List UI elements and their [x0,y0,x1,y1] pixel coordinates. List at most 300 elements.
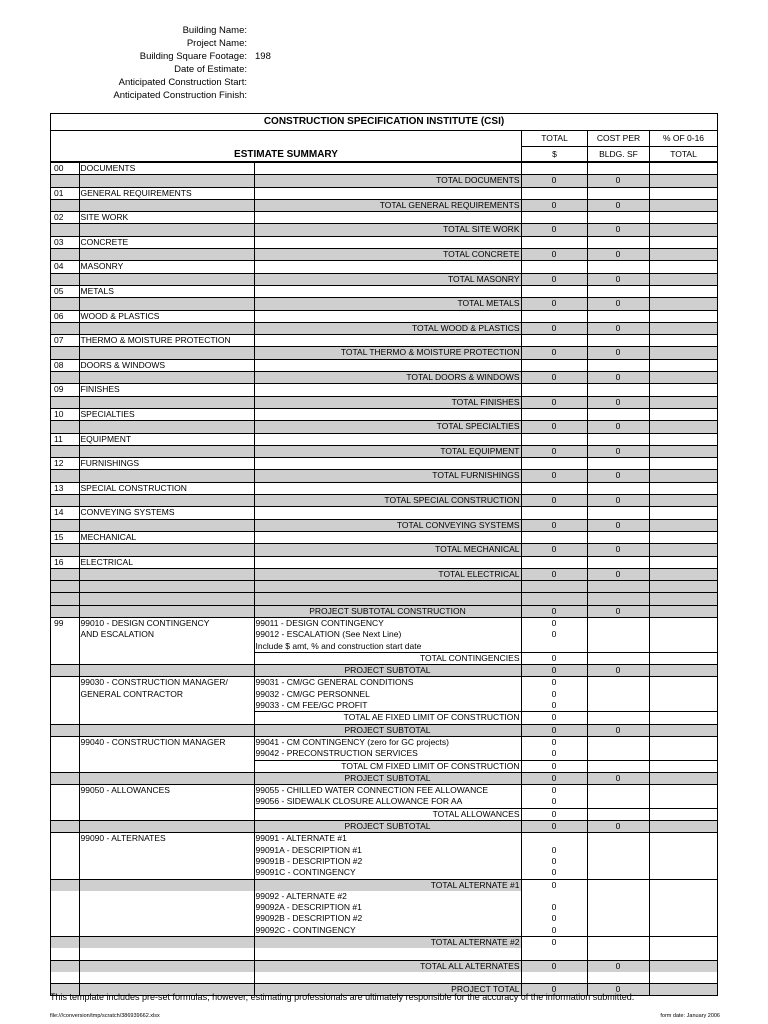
div99-cost-cell[interactable] [587,867,649,879]
division-percent-cell[interactable] [649,335,717,347]
division-cost-cell[interactable] [587,531,649,543]
div99-percent-cell[interactable] [649,913,717,924]
div99-item-row [51,736,717,748]
division-row [51,261,717,273]
total-alternate-1-value[interactable]: 0 [521,879,587,891]
division-total-spacer [51,544,79,556]
construction-finish-row [0,89,768,102]
division-cost-cell[interactable] [587,458,649,470]
div99-cost-cell[interactable] [587,845,649,856]
division-total-cell[interactable] [521,507,587,519]
division-total-label: TOTAL GENERAL REQUIREMENTS [254,199,521,211]
total-alternate-2-value[interactable]: 0 [521,937,587,949]
spacer-cell [79,593,254,605]
division-percent-value[interactable] [649,199,717,211]
div99-percent-cell[interactable] [649,856,717,867]
div99-cost-cell[interactable] [587,902,649,913]
division-number: 02 [51,212,79,224]
division-percent-cell[interactable] [649,261,717,273]
division-detail [254,285,521,297]
division-percent-cell[interactable] [649,507,717,519]
div99-percent-cell[interactable] [649,845,717,856]
div99-item-row [51,796,717,808]
project-total-cost[interactable]: 0 [587,984,649,996]
project-subtotal-3-total[interactable]: 0 [521,772,587,784]
building-name-row [0,24,768,37]
division-detail [254,507,521,519]
division-total-value[interactable]: 0 [521,249,587,261]
spacer-cell [649,808,717,820]
spacer-cell [79,605,254,617]
div99-percent-cell[interactable] [649,677,717,689]
division-percent-value[interactable] [649,249,717,261]
division-percent-value[interactable] [649,347,717,359]
div99-item-desc: Include $ amt, % and construction start date [254,641,521,653]
col-header-total [521,131,587,161]
division-total-value[interactable]: 0 [521,568,587,580]
division-cost-per-sf-value[interactable]: 0 [587,544,649,556]
project-subtotal-1-cost[interactable]: 0 [587,665,649,677]
div99-cost-cell[interactable] [587,833,649,845]
division-total-value[interactable]: 0 [521,495,587,507]
division-name: MASONRY [79,261,254,273]
estimate-date-label: Date of Estimate: [174,64,247,75]
division-percent-value[interactable] [649,445,717,457]
div99-item-value[interactable]: 0 [521,845,587,856]
division-total-cell[interactable] [521,310,587,322]
division-percent-cell[interactable] [649,433,717,445]
division-total-cell[interactable] [521,359,587,371]
total-allowances-label: TOTAL ALLOWANCES [254,808,521,820]
disclaimer-note: This template includes pre-set formulas, however, estimating professionals are ultimately responsible for the accuracy of the information submitted. [50,992,635,1002]
division-percent-value[interactable] [649,372,717,384]
division-cost-per-sf-value[interactable]: 0 [587,347,649,359]
div99-percent-cell[interactable] [649,700,717,712]
division-cost-cell[interactable] [587,285,649,297]
spacer-cell [649,652,717,664]
spacer-row [51,972,717,984]
div99-item-row [51,867,717,879]
div99-number [51,856,79,867]
division-percent-cell[interactable] [649,359,717,371]
square-footage-row [0,50,768,63]
division-total-cell[interactable] [521,458,587,470]
div99-cost-cell[interactable] [587,748,649,760]
division-total-value[interactable]: 0 [521,519,587,531]
division-percent-value[interactable] [649,273,717,285]
div99-item-value[interactable]: 0 [521,629,587,640]
div99-percent-cell[interactable] [649,785,717,797]
div99-item-desc: 99091 - ALTERNATE #1 [254,833,521,845]
div99-item-value[interactable]: 0 [521,925,587,937]
division-total-cell[interactable] [521,433,587,445]
div99-cost-cell[interactable] [587,796,649,808]
div99-item-value[interactable]: 0 [521,785,587,797]
spacer-cell [79,724,254,736]
spacer-cell [649,879,717,891]
division-total-cell[interactable] [521,212,587,224]
div99-cost-cell[interactable] [587,913,649,924]
division-cost-cell[interactable] [587,359,649,371]
division-cost-per-sf-value[interactable]: 0 [587,519,649,531]
division-number: 11 [51,433,79,445]
division-cost-per-sf-value[interactable]: 0 [587,199,649,211]
division-total-cell[interactable] [521,261,587,273]
div99-percent-cell[interactable] [649,796,717,808]
col-header-percent-line2: TOTAL [670,149,697,159]
division-name: SITE WORK [79,212,254,224]
division-row [51,187,717,199]
division-cost-cell[interactable] [587,236,649,248]
project-subtotal-4-total[interactable]: 0 [521,821,587,833]
division-total-spacer [79,495,254,507]
div99-percent-cell[interactable] [649,641,717,653]
division-total-cell[interactable] [521,556,587,568]
div99-item-value[interactable]: 0 [521,856,587,867]
division-cost-per-sf-value[interactable]: 0 [587,495,649,507]
div99-percent-cell[interactable] [649,617,717,629]
division-cost-cell[interactable] [587,556,649,568]
division-cost-cell[interactable] [587,261,649,273]
division-name: ELECTRICAL [79,556,254,568]
division-total-cell[interactable] [521,236,587,248]
project-subtotal-2-label: PROJECT SUBTOTAL [254,724,521,736]
division-total-label: TOTAL SPECIALTIES [254,421,521,433]
div99-cost-cell[interactable] [587,677,649,689]
division-cost-per-sf-value[interactable]: 0 [587,470,649,482]
div99-cost-cell[interactable] [587,925,649,937]
project-total-label: PROJECT TOTAL [254,984,521,996]
project-subtotal-3-label: PROJECT SUBTOTAL [254,772,521,784]
project-subtotal-2-percent[interactable] [649,724,717,736]
division-total-value[interactable]: 0 [521,421,587,433]
project-subtotal-construction-row [51,605,717,617]
division-total-value[interactable]: 0 [521,396,587,408]
division-percent-cell[interactable] [649,384,717,396]
project-subtotal-3-cost[interactable]: 0 [587,772,649,784]
spacer-cell [51,665,79,677]
total-ae-fixed-limit-value[interactable]: 0 [521,712,587,724]
div99-item-row [51,748,717,760]
div99-percent-cell[interactable] [649,736,717,748]
division-total-label: TOTAL EQUIPMENT [254,445,521,457]
project-subtotal-1-total[interactable]: 0 [521,665,587,677]
division-percent-value[interactable] [649,175,717,187]
div99-percent-cell[interactable] [649,833,717,845]
div99-item-value[interactable]: 0 [521,689,587,700]
division-percent-cell[interactable] [649,408,717,420]
division-percent-cell[interactable] [649,187,717,199]
total-cm-fixed-limit-value[interactable]: 0 [521,760,587,772]
total-alternate-2 [51,937,717,949]
division-row [51,556,717,568]
div99-item-value[interactable]: 0 [521,796,587,808]
div99-item-value[interactable]: 0 [521,748,587,760]
spacer-cell [51,821,79,833]
division-total-cell[interactable] [521,285,587,297]
alternates-label [79,845,254,856]
spacer-cell [649,593,717,605]
div99-item-value[interactable]: 0 [521,736,587,748]
division-total-row [51,298,717,310]
div99-item-value[interactable]: 0 [521,677,587,689]
division-cost-per-sf-value[interactable]: 0 [587,568,649,580]
division-total-value[interactable]: 0 [521,544,587,556]
div99-number [51,700,79,712]
div99-cost-cell[interactable] [587,785,649,797]
division-total-value[interactable]: 0 [521,470,587,482]
division-percent-value[interactable] [649,519,717,531]
division-cost-cell[interactable] [587,310,649,322]
div99-cost-cell[interactable] [587,856,649,867]
division-name: MECHANICAL [79,531,254,543]
division-total-label: TOTAL THERMO & MOISTURE PROTECTION [254,347,521,359]
division-number: 10 [51,408,79,420]
division-cost-per-sf-value[interactable]: 0 [587,298,649,310]
div99-item-value[interactable] [521,833,587,845]
division-cost-cell[interactable] [587,187,649,199]
division-total-value[interactable]: 0 [521,445,587,457]
spacer-cell [587,760,649,772]
division-percent-value[interactable] [649,568,717,580]
div99-item-value[interactable]: 0 [521,617,587,629]
div99-cost-cell[interactable] [587,891,649,902]
division-total-cell[interactable] [521,531,587,543]
division-number: 09 [51,384,79,396]
spacer-cell [521,593,587,605]
col-header-total-line2: $ [552,149,557,159]
division-cost-cell[interactable] [587,408,649,420]
total-all-alternates-total[interactable]: 0 [521,960,587,972]
div99-cost-cell[interactable] [587,629,649,640]
square-footage-value[interactable]: 198 [255,51,271,62]
division-total-spacer [79,224,254,236]
project-total-total[interactable]: 0 [521,984,587,996]
spacer-cell [51,712,79,724]
division-total-value[interactable]: 0 [521,322,587,334]
div99-item-row [51,785,717,797]
division-total-cell[interactable] [521,187,587,199]
division-cost-per-sf-value[interactable]: 0 [587,445,649,457]
division-total-cell[interactable] [521,482,587,494]
division-name: DOORS & WINDOWS [79,359,254,371]
division-percent-value[interactable] [649,544,717,556]
division-number: 03 [51,236,79,248]
design-contingency-label-2: AND ESCALATION [79,629,254,640]
division-row [51,458,717,470]
construction-manager-label [79,748,254,760]
div99-item-value[interactable]: 0 [521,867,587,879]
spacer-cell [79,760,254,772]
total-allowances-value[interactable]: 0 [521,808,587,820]
division-total-value[interactable]: 0 [521,199,587,211]
division-row [51,482,717,494]
div99-number [51,736,79,748]
division-total-row [51,421,717,433]
division-cost-cell[interactable] [587,507,649,519]
div99-item-row [51,902,717,913]
division-percent-value[interactable] [649,298,717,310]
division-total-spacer [51,421,79,433]
spacer-cell [51,724,79,736]
division-cost-per-sf-value[interactable]: 0 [587,396,649,408]
col-header-total-line1: TOTAL [522,131,587,147]
division-percent-cell[interactable] [649,310,717,322]
division-cost-per-sf-value[interactable]: 0 [587,249,649,261]
division-row [51,507,717,519]
division-percent-cell[interactable] [649,556,717,568]
total-all-alternates-percent[interactable] [649,960,717,972]
division-name: SPECIALTIES [79,408,254,420]
project-subtotal-4-cost[interactable]: 0 [587,821,649,833]
div99-item-value[interactable]: 0 [521,913,587,924]
division-total-spacer [79,470,254,482]
division-total-row [51,175,717,187]
spacer-cell [649,972,717,984]
spacer-cell [51,605,79,617]
division-total-spacer [79,421,254,433]
div99-percent-cell[interactable] [649,902,717,913]
div99-item-value[interactable] [521,891,587,902]
division-total-value[interactable]: 0 [521,347,587,359]
div99-item-desc: 99011 - DESIGN CONTINGENCY [254,617,521,629]
division-percent-value[interactable] [649,322,717,334]
division-total-value[interactable]: 0 [521,298,587,310]
project-subtotal-construction-percent[interactable] [649,605,717,617]
estimate-date-row [0,63,768,76]
div99-percent-cell[interactable] [649,925,717,937]
division-number: 15 [51,531,79,543]
building-name-label: Building Name: [182,25,247,36]
division-cost-per-sf-value[interactable]: 0 [587,224,649,236]
project-subtotal-construction-total[interactable]: 0 [521,605,587,617]
div99-number [51,785,79,797]
division-total-cell[interactable] [521,384,587,396]
division-name: DOCUMENTS [79,163,254,175]
div99-percent-cell[interactable] [649,748,717,760]
division-percent-cell[interactable] [649,531,717,543]
div99-item-value[interactable]: 0 [521,902,587,913]
division-cost-cell[interactable] [587,212,649,224]
division-total-row [51,568,717,580]
division-percent-cell[interactable] [649,285,717,297]
division-cost-per-sf-value[interactable]: 0 [587,273,649,285]
total-contingencies-value[interactable]: 0 [521,652,587,664]
div99-number [51,689,79,700]
div99-item-value[interactable] [521,641,587,653]
div99-item-desc: 99092A - DESCRIPTION #1 [254,902,521,913]
div99-percent-cell[interactable] [649,689,717,700]
div99-item-value[interactable]: 0 [521,700,587,712]
division-number: 06 [51,310,79,322]
div99-number [51,629,79,640]
division-name: WOOD & PLASTICS [79,310,254,322]
col-header-cost-per-sf [587,131,649,161]
project-subtotal-4-percent[interactable] [649,821,717,833]
project-subtotal-2-cost[interactable]: 0 [587,724,649,736]
division-name: THERMO & MOISTURE PROTECTION [79,335,254,347]
division-cost-per-sf-value[interactable]: 0 [587,421,649,433]
div99-number [51,796,79,808]
division-percent-cell[interactable] [649,163,717,175]
division-total-spacer [51,495,79,507]
division-total-label: TOTAL CONVEYING SYSTEMS [254,519,521,531]
div99-cost-cell[interactable] [587,700,649,712]
project-total-percent[interactable] [649,984,717,996]
alternates-label-blank [79,902,254,913]
div99-percent-cell[interactable] [649,867,717,879]
division-percent-cell[interactable] [649,482,717,494]
division-total-label: TOTAL METALS [254,298,521,310]
div99-cost-cell[interactable] [587,641,649,653]
spacer-cell [587,593,649,605]
division-total-value[interactable]: 0 [521,175,587,187]
division-cost-cell[interactable] [587,384,649,396]
project-subtotal-2-total[interactable]: 0 [521,724,587,736]
division-total-spacer [51,519,79,531]
division-total-cell[interactable] [521,335,587,347]
division-name: GENERAL REQUIREMENTS [79,187,254,199]
spacer-cell [79,581,254,593]
total-all-alternates [51,960,717,972]
total-all-alternates-cost[interactable]: 0 [587,960,649,972]
project-subtotal-construction-cost[interactable]: 0 [587,605,649,617]
spacer-cell [79,948,254,960]
div99-cost-cell[interactable] [587,617,649,629]
division-cost-cell[interactable] [587,433,649,445]
division-percent-cell[interactable] [649,458,717,470]
division-cost-per-sf-value[interactable]: 0 [587,322,649,334]
construction-finish-label: Anticipated Construction Finish: [113,90,247,101]
div99-item-desc: 99091C - CONTINGENCY [254,867,521,879]
div99-cost-cell[interactable] [587,736,649,748]
division-percent-cell[interactable] [649,236,717,248]
division-total-cell[interactable] [521,163,587,175]
division-total-row [51,372,717,384]
division-percent-value[interactable] [649,396,717,408]
project-subtotal-3-percent[interactable] [649,772,717,784]
division-percent-cell[interactable] [649,212,717,224]
division-total-cell[interactable] [521,408,587,420]
cm-gc-label [79,700,254,712]
division-percent-value[interactable] [649,421,717,433]
design-contingency-label-2 [79,641,254,653]
spacer-cell [649,581,717,593]
division-percent-value[interactable] [649,495,717,507]
division-total-value[interactable]: 0 [521,224,587,236]
division-total-label: TOTAL FURNISHINGS [254,470,521,482]
division-percent-value[interactable] [649,470,717,482]
division-cost-per-sf-value[interactable]: 0 [587,175,649,187]
division-total-row [51,273,717,285]
div99-percent-cell[interactable] [649,629,717,640]
div99-percent-cell[interactable] [649,891,717,902]
spacer-cell [51,593,79,605]
div99-item-desc: 99092C - CONTINGENCY [254,925,521,937]
division-cost-cell[interactable] [587,482,649,494]
spacer-cell [254,581,521,593]
division-detail [254,236,521,248]
division-name: FINISHES [79,384,254,396]
division-total-value[interactable]: 0 [521,372,587,384]
division-cost-cell[interactable] [587,163,649,175]
division-cost-per-sf-value[interactable]: 0 [587,372,649,384]
division-total-value[interactable]: 0 [521,273,587,285]
div99-cost-cell[interactable] [587,689,649,700]
division-percent-value[interactable] [649,224,717,236]
division-cost-cell[interactable] [587,335,649,347]
project-subtotal-1-percent[interactable] [649,665,717,677]
